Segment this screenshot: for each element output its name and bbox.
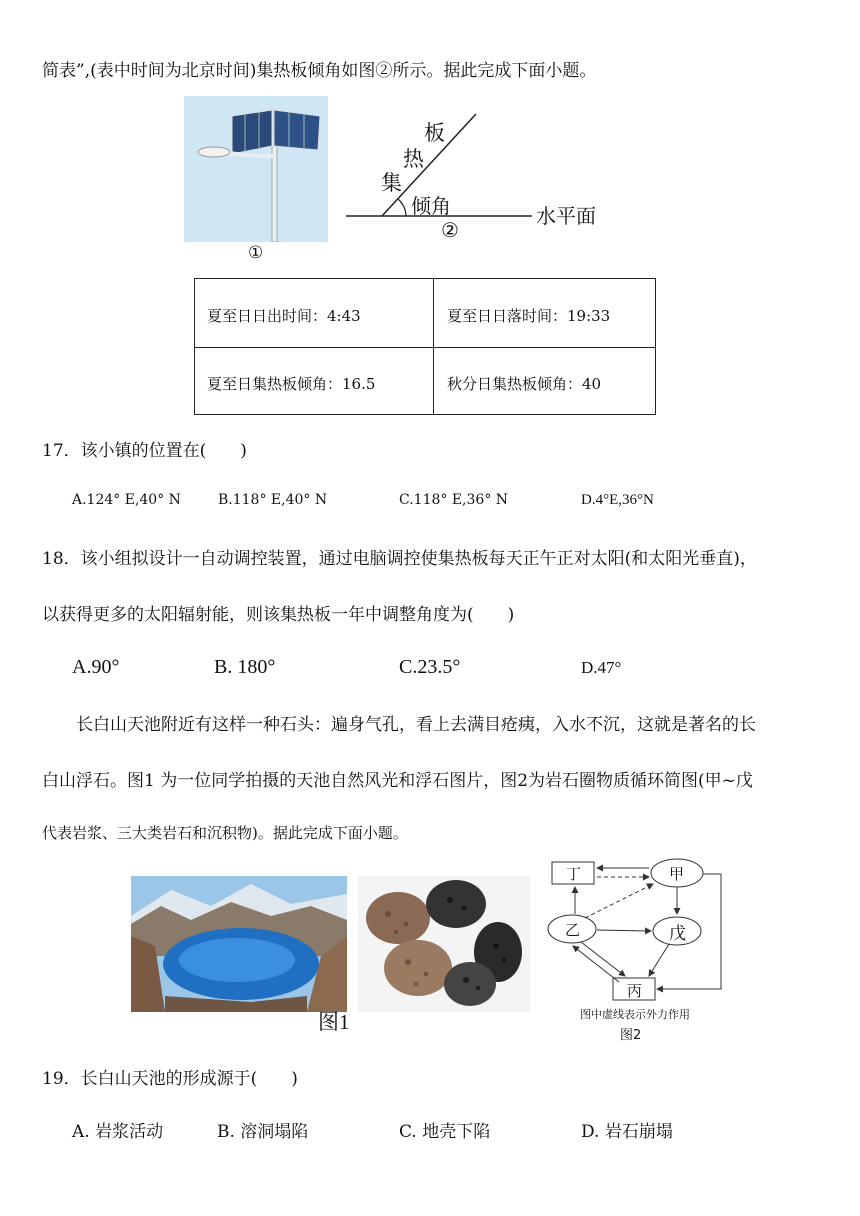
data-table: [194, 278, 656, 415]
board-char-2: 热: [403, 147, 424, 171]
q19-option-b[interactable]: B. 溶洞塌陷: [217, 1122, 309, 1142]
passage-line-2: 白山浮石。图1 为一位同学拍摄的天池自然风光和浮石图片，图2为岩石圈物质循环简图(甲~戊: [42, 771, 753, 791]
question-18-stem-line-2: 以获得更多的太阳辐射能，则该集热板一年中调整角度为( ): [42, 605, 515, 625]
question-18-stem-line-1: 18．该小组拟设计一自动调控装置，通过电脑调控使集热板每天正午正对太阳(和太阳光垂直)，: [42, 549, 757, 569]
figure-2-note: 图中虚线表示外力作用: [580, 1008, 690, 1021]
q19-option-d[interactable]: D. 岩石崩塌: [581, 1122, 673, 1142]
figure-label-1: ①: [248, 243, 264, 263]
passage-line-1: 长白山天池附近有这样一种石头：遍身气孔，看上去满目疮痍，入水不沉，这就是著名的长: [76, 715, 756, 735]
q17-option-b[interactable]: B.118° E,40° N: [218, 492, 328, 508]
angle-label: 倾角: [411, 194, 451, 218]
tianchi-lake-illustration: [131, 876, 347, 1012]
question-17-stem: 17．该小镇的位置在( ): [42, 441, 247, 461]
passage-line-3: 代表岩浆、三大类岩石和沉积物)。据此完成下面小题。: [42, 824, 408, 842]
figure-1-label: 图1: [318, 1010, 350, 1034]
table-cell: 夏至日日落时间：19:33: [447, 307, 611, 325]
node-bing: 丙: [627, 982, 643, 1000]
solar-light-photo: [184, 96, 328, 242]
node-yi: 乙: [565, 921, 581, 939]
table-divider-horizontal: [195, 347, 655, 348]
q18-option-d[interactable]: D.47°: [581, 658, 622, 677]
horizontal-label: 水平面: [536, 204, 596, 228]
table-cell: 夏至日集热板倾角：16.5: [207, 375, 376, 393]
q18-option-c[interactable]: C.23.5°: [399, 656, 461, 678]
pumice-stones-photo: [358, 876, 530, 1012]
q17-option-d[interactable]: D.4°E,36°N: [581, 492, 654, 508]
solar-light-illustration: [184, 96, 328, 242]
q17-option-c[interactable]: C.118° E,36° N: [399, 492, 509, 508]
figure-2-label: 图2: [620, 1028, 642, 1043]
node-wu: 戊: [669, 924, 686, 944]
q19-option-a[interactable]: A. 岩浆活动: [72, 1122, 164, 1142]
table-cell: 夏至日日出时间：4:43: [207, 307, 361, 325]
table-cell: 秋分日集热板倾角：40: [447, 375, 602, 393]
pumice-illustration: [358, 876, 530, 1012]
board-char-1: 板: [424, 121, 445, 145]
node-ding: 丁: [566, 865, 582, 883]
q17-option-a[interactable]: A.124° E,40° N: [72, 492, 181, 508]
figure-label-2: ②: [441, 218, 459, 242]
q18-option-a[interactable]: A.90°: [72, 656, 120, 678]
node-jia: 甲: [669, 865, 685, 883]
tianchi-lake-photo: [131, 876, 347, 1012]
intro-line: 简表”,(表中时间为北京时间)集热板倾角如图②所示。据此完成下面小题。: [42, 61, 597, 81]
board-char-3: 集: [381, 171, 402, 195]
q18-option-b[interactable]: B. 180°: [214, 656, 276, 678]
question-19-stem: 19．长白山天池的形成源于( ): [42, 1069, 298, 1089]
q19-option-c[interactable]: C. 地壳下陷: [399, 1122, 491, 1142]
